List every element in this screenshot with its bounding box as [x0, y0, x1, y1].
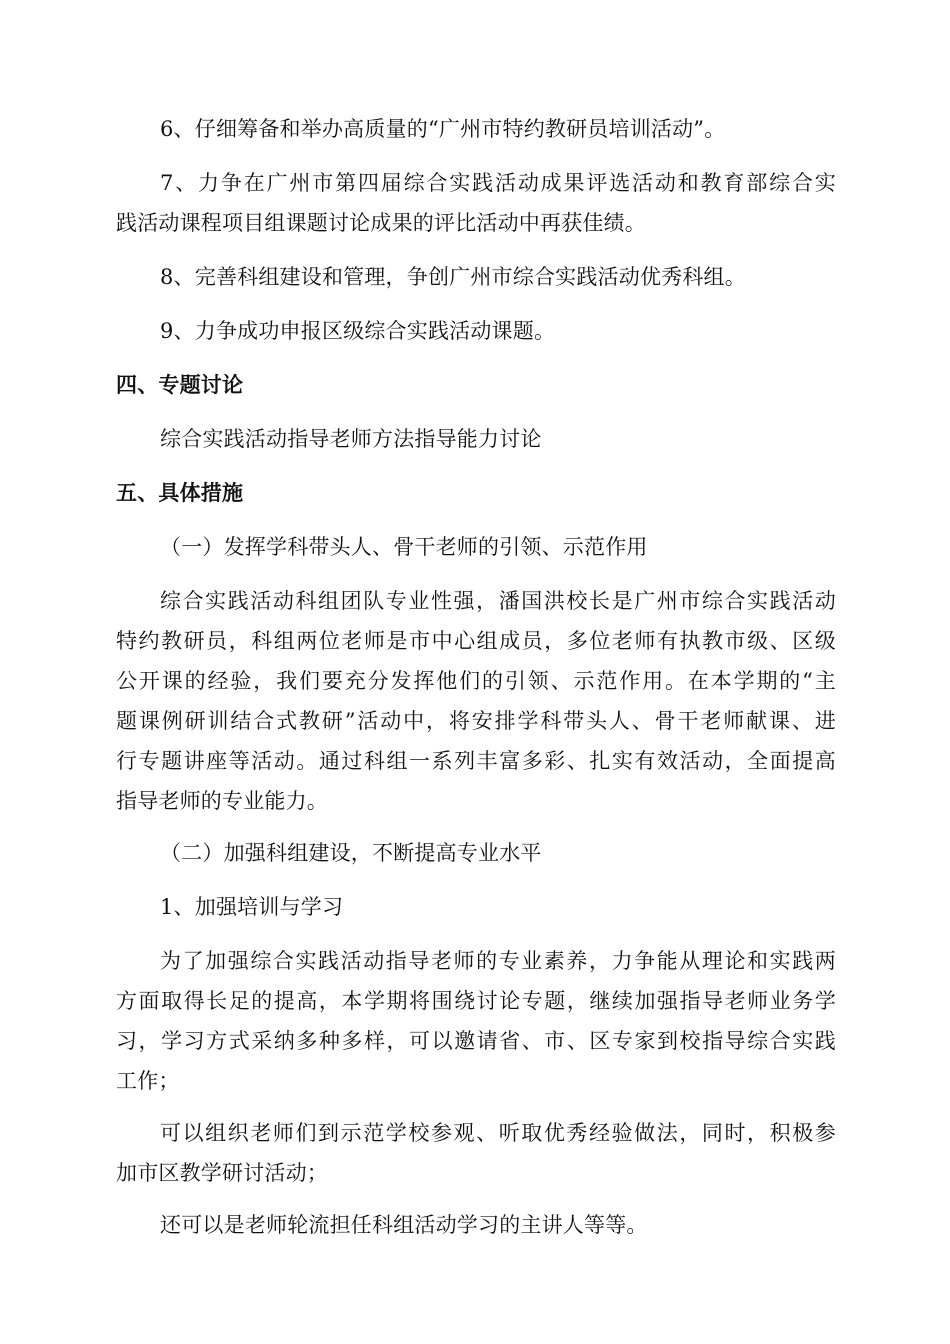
subsection-1-para-line-3: 公开课的经验，我们要充分发挥他们的引领、示范作用。在本学期的“主: [116, 669, 836, 693]
visit-para-line-2: 加市区教学研讨活动；: [116, 1161, 328, 1185]
visit-para-line-1: 可以组织老师们到示范学校参观、听取优秀经验做法，同时，积极参: [160, 1121, 836, 1145]
training-para-line-4: 工作；: [116, 1069, 180, 1093]
subsection-2-item-1-title: 1、加强培训与学习: [160, 895, 344, 919]
item-7-line-2: 践活动课程项目组课题讨论成果的评比活动中再获佳绩。: [116, 211, 646, 235]
item-6: 6、仔细筹备和举办高质量的“广州市特约教研员培训活动”。: [160, 117, 726, 141]
subsection-1-para-line-1: 综合实践活动科组团队专业性强，潘国洪校长是广州市综合实践活动: [160, 589, 836, 613]
training-para-line-1: 为了加强综合实践活动指导老师的专业素养，力争能从理论和实践两: [160, 949, 836, 973]
subsection-1-para-line-4: 题课例研训结合式教研”活动中，将安排学科带头人、骨干老师献课、进: [116, 709, 836, 733]
subsection-1-para-line-6: 指导老师的专业能力。: [116, 789, 328, 813]
section-4-body: 综合实践活动指导老师方法指导能力讨论: [160, 427, 542, 451]
section-4-heading: 四、专题讨论: [116, 373, 244, 397]
subsection-1-para-line-2: 特约教研员，科组两位老师是市中心组成员，多位老师有执教市级、区级: [116, 629, 836, 653]
section-5-heading: 五、具体措施: [116, 481, 244, 505]
training-para-line-3: 习，学习方式采纳多种多样，可以邀请省、市、区专家到校指导综合实践: [116, 1029, 836, 1053]
item-9: 9、力争成功申报区级综合实践活动课题。: [160, 319, 556, 343]
training-para-line-2: 方面取得长足的提高，本学期将围绕讨论专题，继续加强指导老师业务学: [116, 989, 836, 1013]
subsection-1-title: （一）发挥学科带头人、骨干老师的引领、示范作用: [160, 535, 648, 559]
subsection-1-para-line-5: 行专题讲座等活动。通过科组一系列丰富多彩、扎实有效活动，全面提高: [116, 749, 836, 773]
item-8: 8、完善科组建设和管理，争创广州市综合实践活动优秀科组。: [160, 265, 746, 289]
subsection-2-title: （二）加强科组建设，不断提高专业水平: [160, 841, 542, 865]
lecturer-para-line-1: 还可以是老师轮流担任科组活动学习的主讲人等等。: [160, 1213, 648, 1237]
item-7-line-1: 7、力争在广州市第四届综合实践活动成果评选活动和教育部综合实: [160, 171, 836, 195]
